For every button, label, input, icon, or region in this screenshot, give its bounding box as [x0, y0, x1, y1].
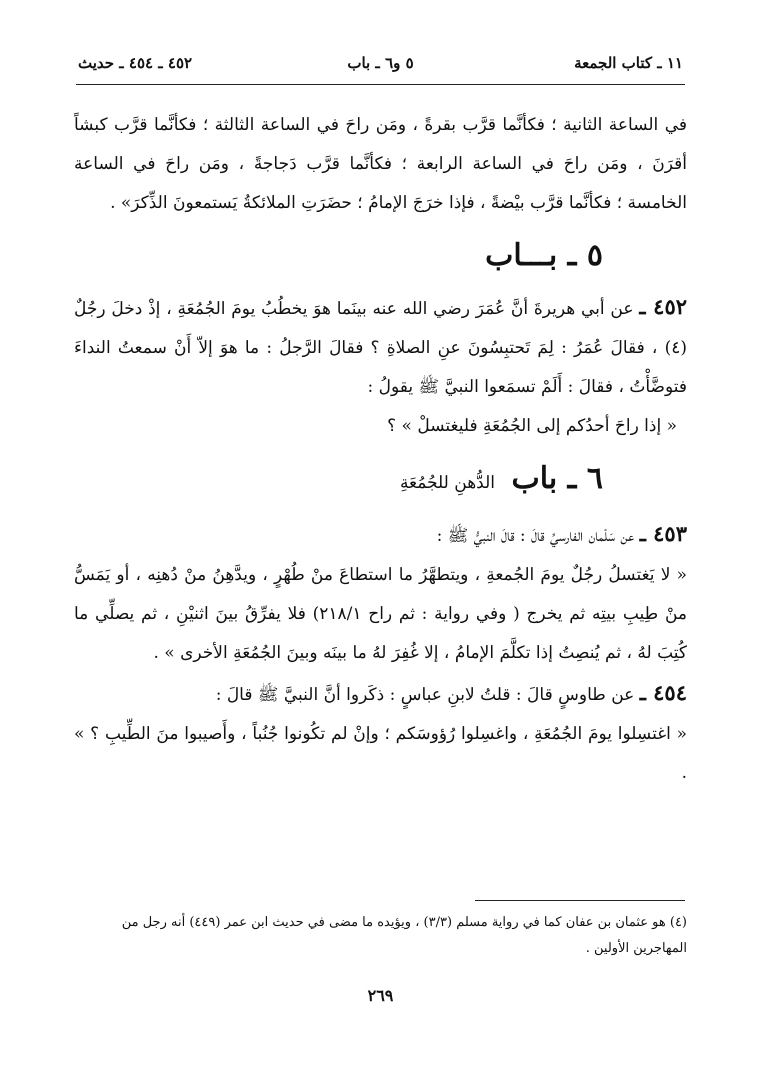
- section-heading-6: [74, 452, 687, 510]
- hadith-452: [74, 287, 687, 407]
- hadith-number: ٤٥٣ ـ: [639, 521, 687, 546]
- hadith-number: ٤٥٢ ـ: [639, 294, 688, 319]
- section-number: ٦ ـ: [567, 461, 603, 496]
- header-rule: [76, 84, 685, 85]
- main-text: [74, 106, 687, 793]
- hadith-number: ٤٥٤ ـ: [639, 680, 687, 705]
- section-subtitle: الدُّهنِ للجُمُعَةِ: [399, 473, 495, 493]
- hadith-454-intro: [74, 673, 687, 715]
- hadith-453-intro: [74, 514, 687, 556]
- section-heading-5: [74, 229, 687, 283]
- hadith-intro: عن سَلْمان الفارسيِّ قالَ : قالَ النبيُّ ﷺ :: [436, 526, 635, 546]
- section-title: باب: [511, 461, 558, 496]
- section-number: ٥ ـ: [567, 238, 603, 273]
- header-section: ٥ و٦ ـ باب: [347, 54, 414, 72]
- hadith-453-text: « لا يَغتسلُ رجُلٌ يومَ الجُمعةِ ، ويتطهَّرُ ما استطاعَ منْ طُهْرٍ ، ويدَّهِنُ منْ دُهنِه ، أو يَمَسُّ منْ طِيبِ بيتِه ثم يخرج ( وفي رواية : ثم راح ٢١٨/١) فلا يفرِّقُ بينَ اثنيْنِ ، ثم يصلِّي ما كُتِبَ لهُ ، ثم يُنصِتُ إذا تكلَّمَ الإمامُ ، إلا غُفِرَ لهُ ما بينَه وبينَ الجُمُعَةِ الأخرى » .: [74, 565, 687, 663]
- header-chapter: ١١ ـ كتاب الجمعة: [574, 54, 683, 72]
- section-title: بـــاب: [485, 238, 558, 273]
- running-header: [78, 48, 683, 78]
- footnote: (٤) هو عثمان بن عفان كما في رواية مسلم (٣/٣) ، ويؤيده ما مضى في حديث ابن عمر (٤٤٩) أنه رجل من المهاجرين الأولين .: [121, 915, 687, 956]
- hadith-intro: عن طاوسٍ قالَ : قلتُ لابنِ عباسٍ : ذكَروا أنَّ النبيَّ ﷺ قالَ :: [215, 685, 635, 705]
- paragraph-continuation: في الساعة الثانية ؛ فكأنَّما قرَّب بقرةً ، ومَن راحَ في الساعة الثالثة ؛ فكأنَّما قرَّب كبشاً أقرَنَ ، ومَن راحَ في الساعة الرابعة ؛ فكأنَّما قرَّب دَجاجةً ، ومَن راحَ في الساعة الخامسة ؛ فكأنَّما قرَّب بيْضةً ، فإذا خرَجَ الإمامُ ؛ حضَرَتِ الملائكةُ يَستمعونَ الذِّكرَ» .: [74, 115, 687, 213]
- footnote-rule: [475, 900, 685, 901]
- hadith-454-text: « اغتسِلوا يومَ الجُمُعَةِ ، واغسِلوا رُؤوسَكم ؛ وإنْ لم تكُونوا جُنُباً ، وأَصيبوا منَ الطِّيبِ ؟ » .: [74, 724, 687, 783]
- page-number: ٢٦٩: [367, 986, 394, 1005]
- hadith-text: عن أبي هريرةَ أنَّ عُمَرَ رضي الله عنه بينَما هوَ يخطُبُ يومَ الجُمُعَةِ ، إذْ دخلَ رجُلٌ (٤) ، فقالَ عُمَرُ : لِمَ تَحتبِسُونَ عنِ الصلاةِ ؟ فقالَ الرَّجلُ : ما هوَ إلاّ أَنْ سمعتُ النداءَ فتوضَّأْتُ ، فقالَ : أَلَمْ تسمَعوا النبيَّ ﷺ يقولُ :: [74, 299, 687, 397]
- header-hadith-range: ٤٥٢ ـ ٤٥٤ ـ حديث: [78, 54, 193, 72]
- hadith-452-quote: « إذا راحَ أحدُكم إلى الجُمُعَةِ فليغتسلْ » ؟: [387, 416, 677, 436]
